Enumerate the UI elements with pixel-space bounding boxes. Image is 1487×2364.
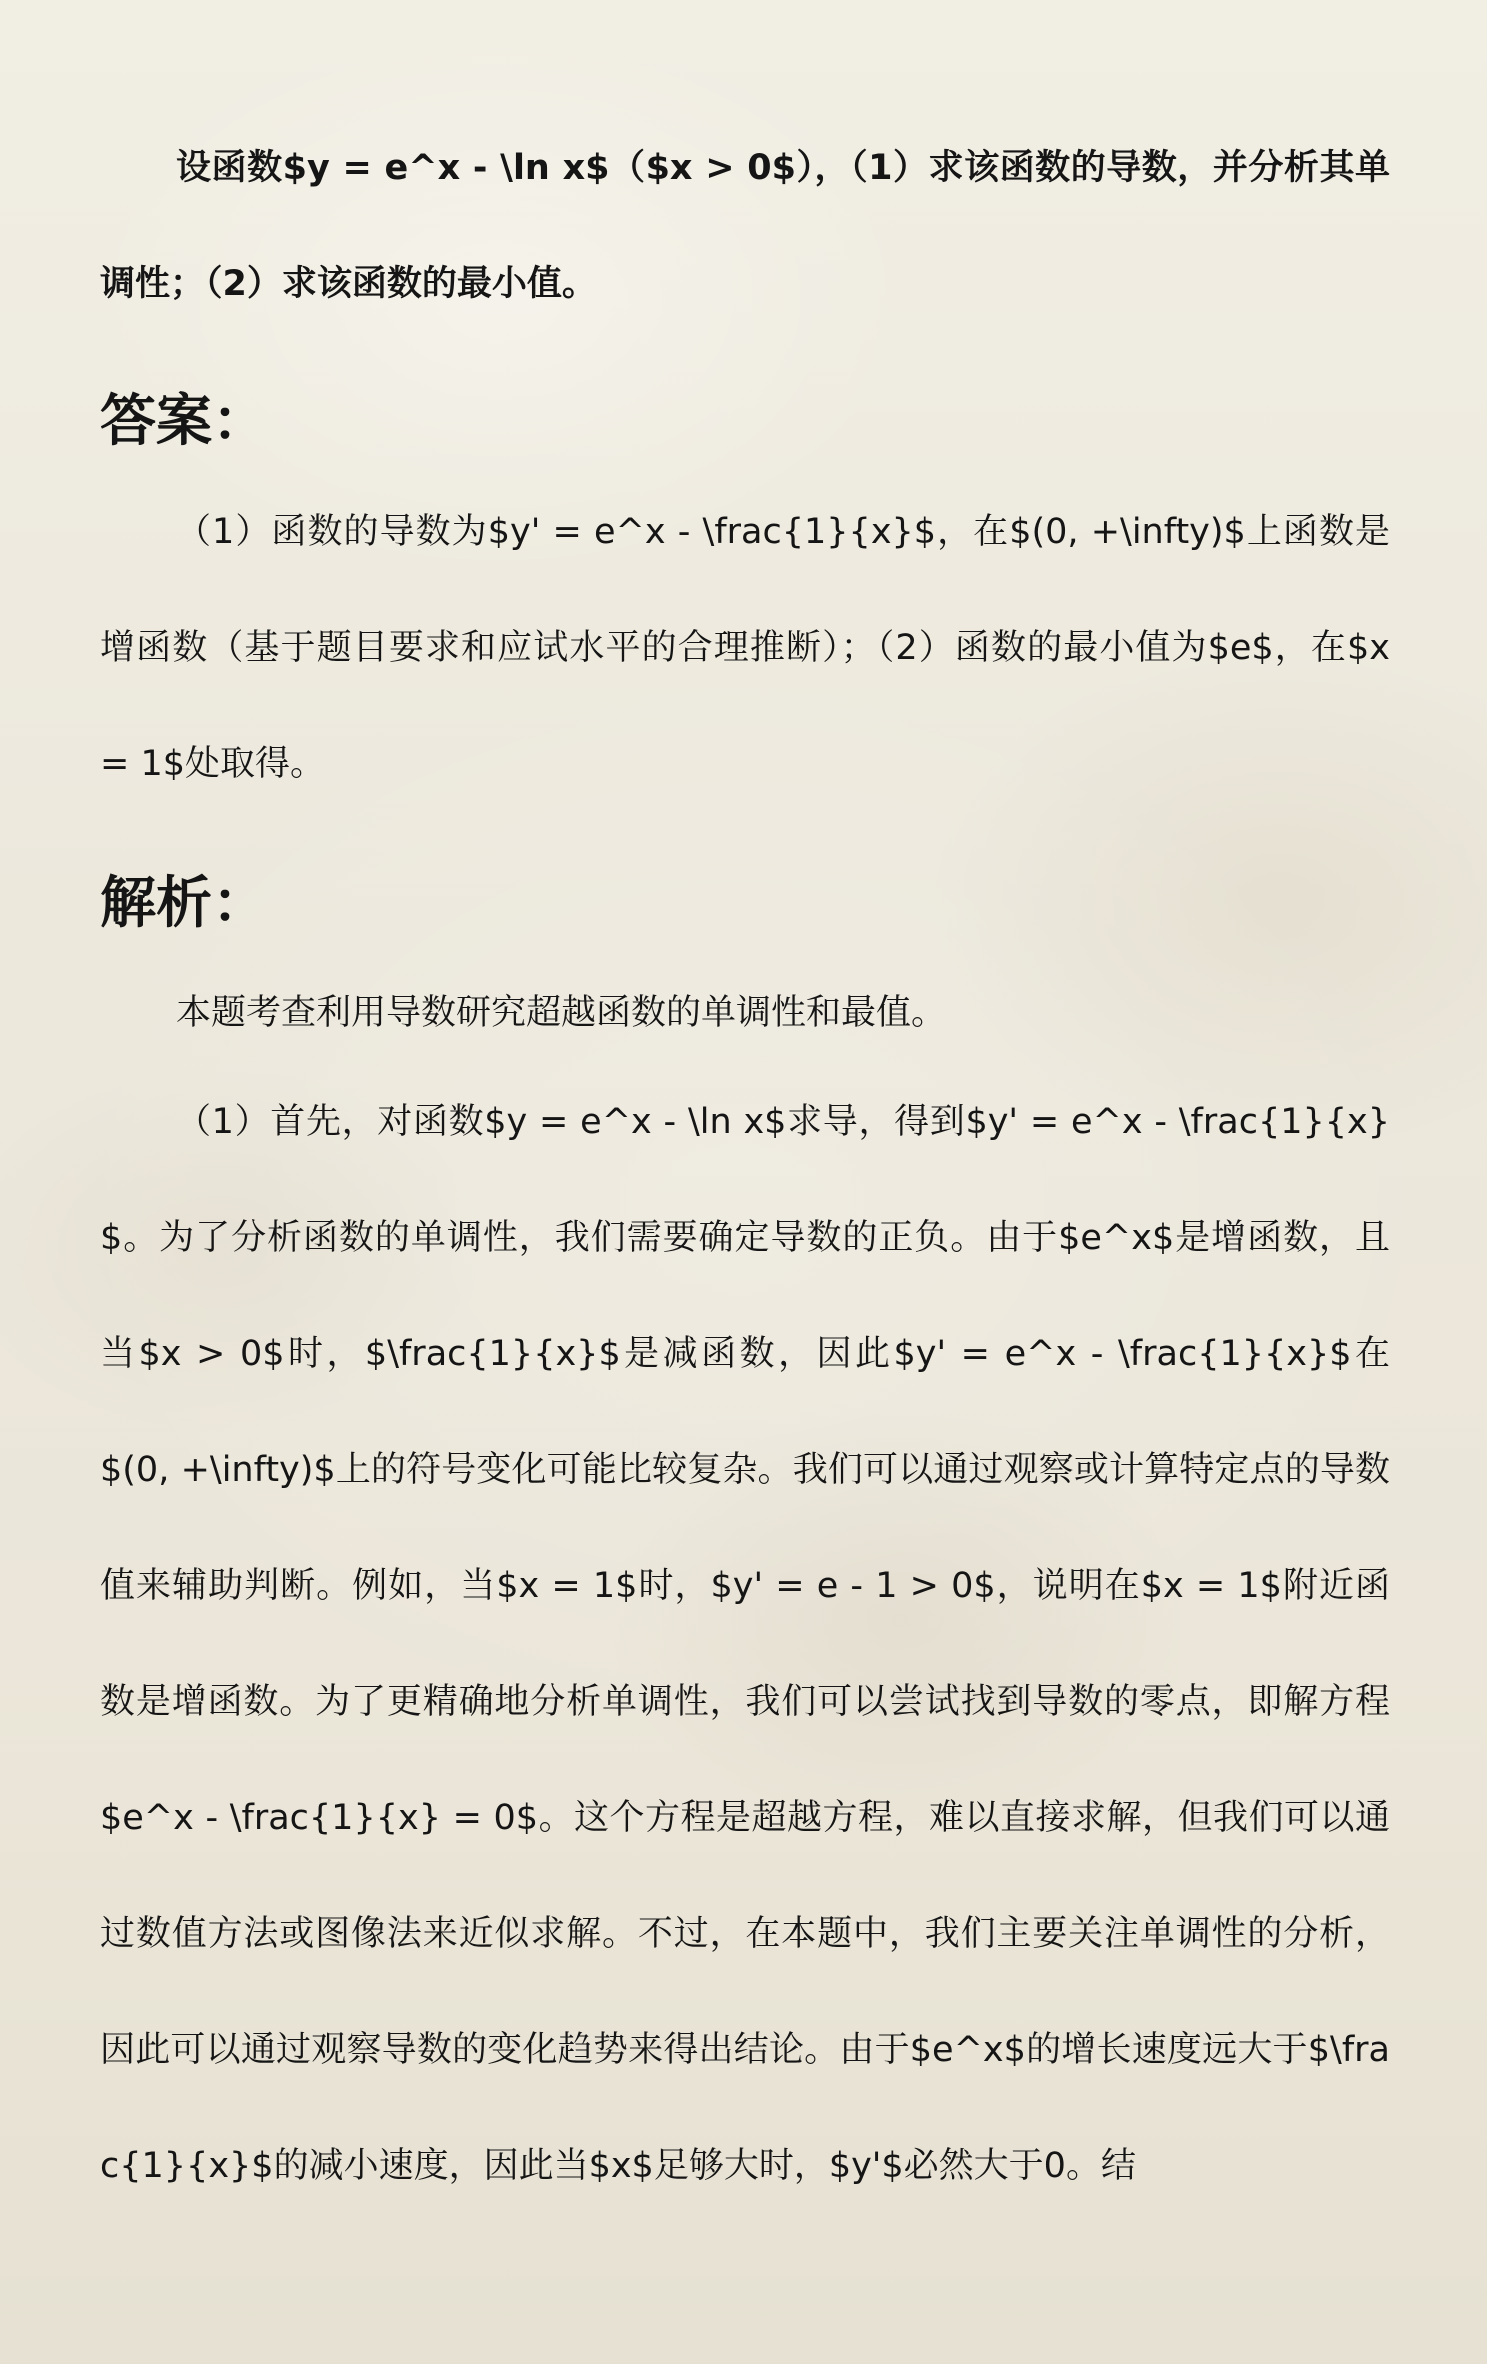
answer-heading: 答案：	[100, 389, 268, 454]
analysis-part1-text: （1）首先，对函数$y = e^x - \ln x$求导，得到$y' = e^x - \frac{1}{x}$。为了分析函数的单调性，我们需要确定导数的正负。由于$e^x$是增函数，且当$x > 0$时，$\frac{1}{x}$是减函数，因此$y' = e^x - \frac{1}{x}$在$(0, +\infty)$上的符号变化可能比较复杂。我们可以通过观察或计算特定点的导数值来辅助判断。例如，当$x = 1$时，$y' = e - 1 > 0$，说明在$x = 1$附近函数是增函数。为了更精确地分析单调性，我们可以尝试找到导数的零点，即解方程$e^x - \frac{1}{x} = 0$。这个方程是超越方程，难以直接求解，但我们可以通过数值方法或图像法来近似求解。不过，在本题中，我们主要关注单调性的分析，因此可以通过观察导数的变化趋势来得出结论。由于$e^x$的增长速度远大于$\frac{1}{x}$的减小速度，因此当$x$足够大时，$y'$必然大于0。结	[100, 1102, 1390, 2186]
analysis-intro-text: 本题考查利用导数研究超越函数的单调性和最值。	[176, 993, 947, 1033]
answer-text: （1）函数的导数为$y' = e^x - \frac{1}{x}$，在$(0, +\infty)$上函数是增函数（基于题目要求和应试水平的合理推断）；（2）函数的最小值为$e$，在$x = 1$处取得。	[100, 512, 1390, 784]
question-text: 设函数$y = e^x - \ln x$（$x > 0$），（1）求该函数的导数，并分析其单调性；（2）求该函数的最小值。	[100, 148, 1390, 304]
analysis-heading: 解析：	[100, 871, 268, 936]
